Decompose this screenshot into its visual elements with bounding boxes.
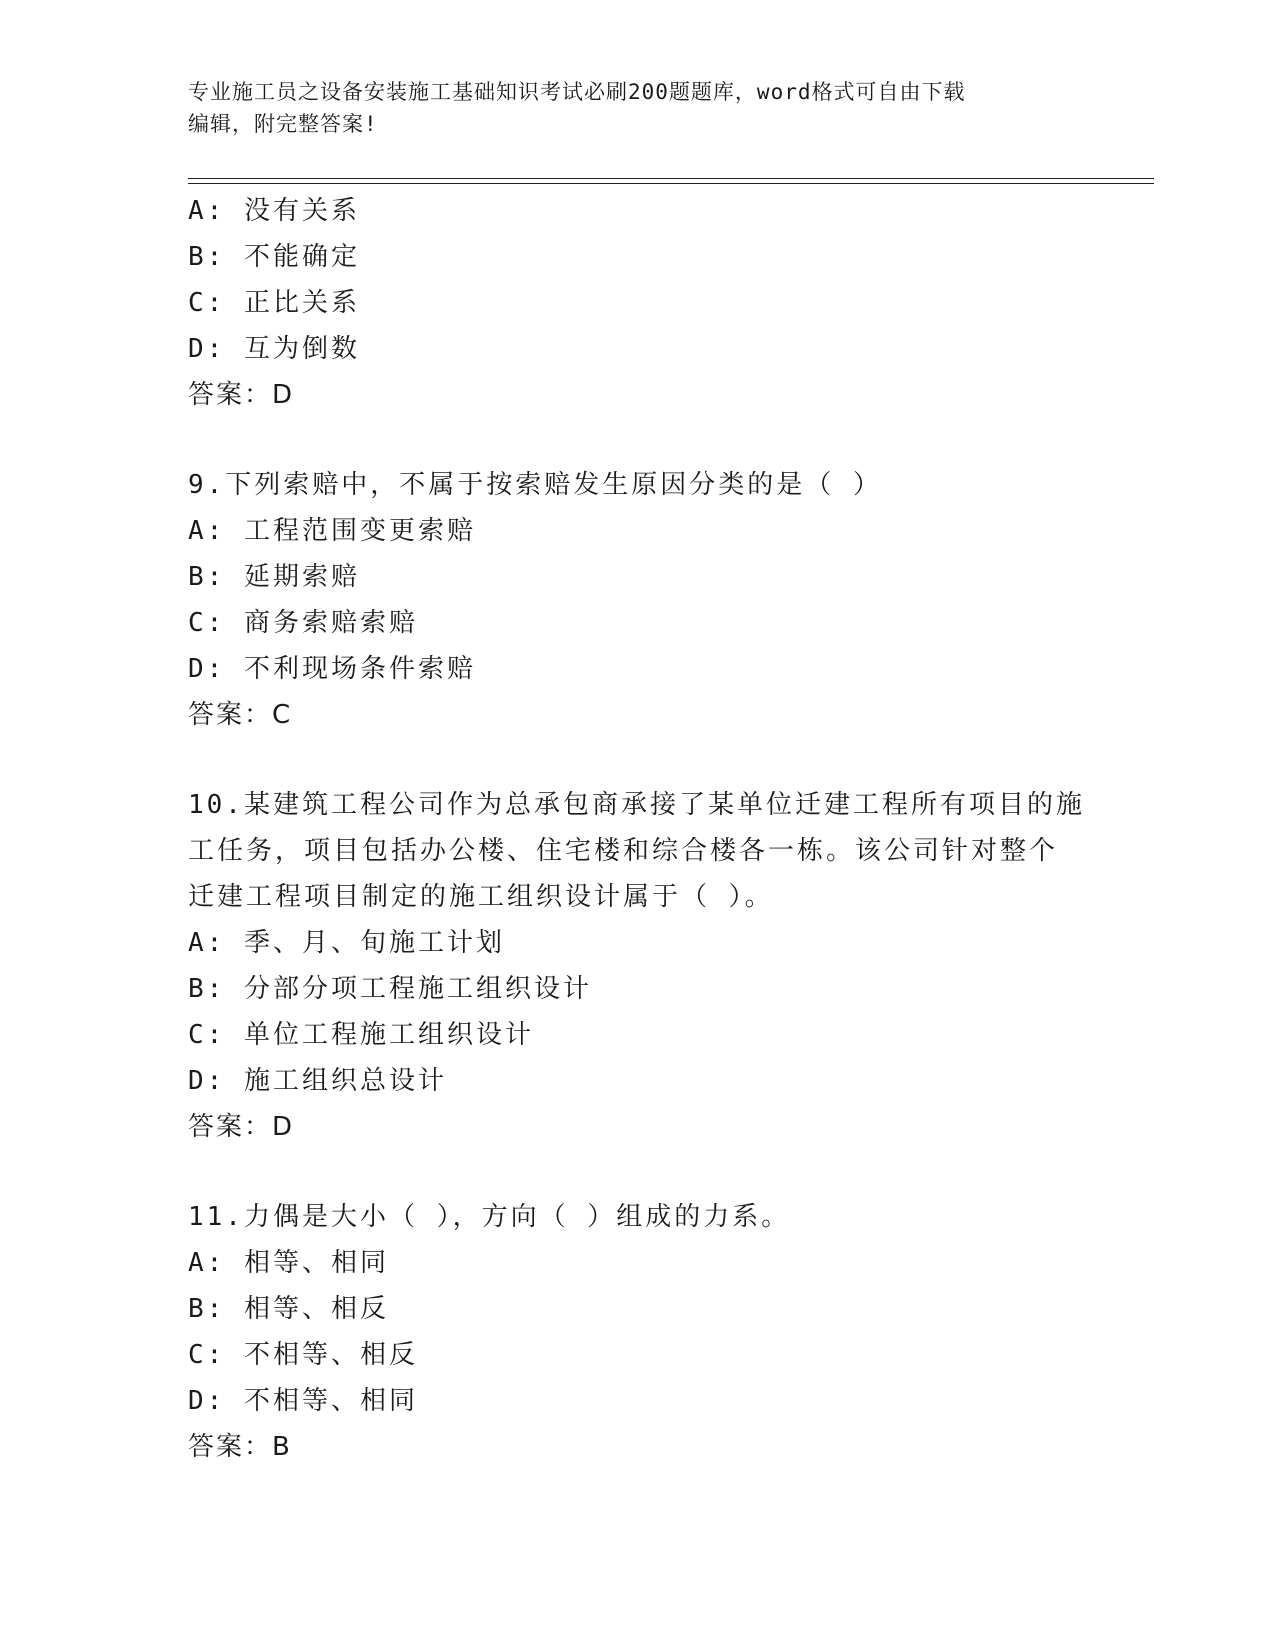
question-stem: 11.力偶是大小（ ），方向（ ）组成的力系。 [188,1202,791,1232]
question-9 [188,462,1088,738]
option-a: A: 工程范围变更索赔 [188,516,476,546]
option-a: A: 相等、相同 [188,1248,389,1278]
header-line-2: 编辑，附完整答案! [188,112,378,136]
document-header [188,76,1088,140]
question-stem: 9.下列索赔中，不属于按索赔发生原因分类的是（ ） [188,470,882,500]
option-d: D: 互为倒数 [188,334,360,364]
option-d: D: 不利现场条件索赔 [188,654,476,684]
option-c: C: 单位工程施工组织设计 [188,1020,534,1050]
answer: 答案：B [188,1432,292,1462]
option-d: D: 不相等、相同 [188,1386,418,1416]
option-b: B: 不能确定 [188,242,360,272]
option-a: A: 季、月、旬施工计划 [188,928,505,958]
question-8 [188,188,1088,418]
answer: 答案：D [188,380,295,410]
option-b: B: 分部分项工程施工组织设计 [188,974,592,1004]
question-list [188,188,1088,1470]
option-a: A: 没有关系 [188,196,360,226]
option-c: C: 商务索赔索赔 [188,608,418,638]
option-b: B: 相等、相反 [188,1294,389,1324]
question-stem-line-2: 工任务，项目包括办公楼、住宅楼和综合楼各一栋。该公司针对整个 [188,836,1059,866]
question-stem-line-3: 迁建工程项目制定的施工组织设计属于（ ）。 [188,882,774,912]
option-d: D: 施工组织总设计 [188,1066,447,1096]
header-line-1: 专业施工员之设备安装施工基础知识考试必刷200题题库，word格式可自由下载 [188,80,966,104]
header-rule-bottom [188,183,1154,184]
option-c: C: 正比关系 [188,288,360,318]
question-11 [188,1194,1088,1470]
header-rule-top [188,178,1154,179]
question-stem-line-1: 10.某建筑工程公司作为总承包商承接了某单位迁建工程所有项目的施 [188,790,1085,820]
question-10 [188,782,1088,1150]
answer: 答案：D [188,1112,295,1142]
option-c: C: 不相等、相反 [188,1340,418,1370]
option-b: B: 延期索赔 [188,562,360,592]
answer: 答案：C [188,700,293,730]
